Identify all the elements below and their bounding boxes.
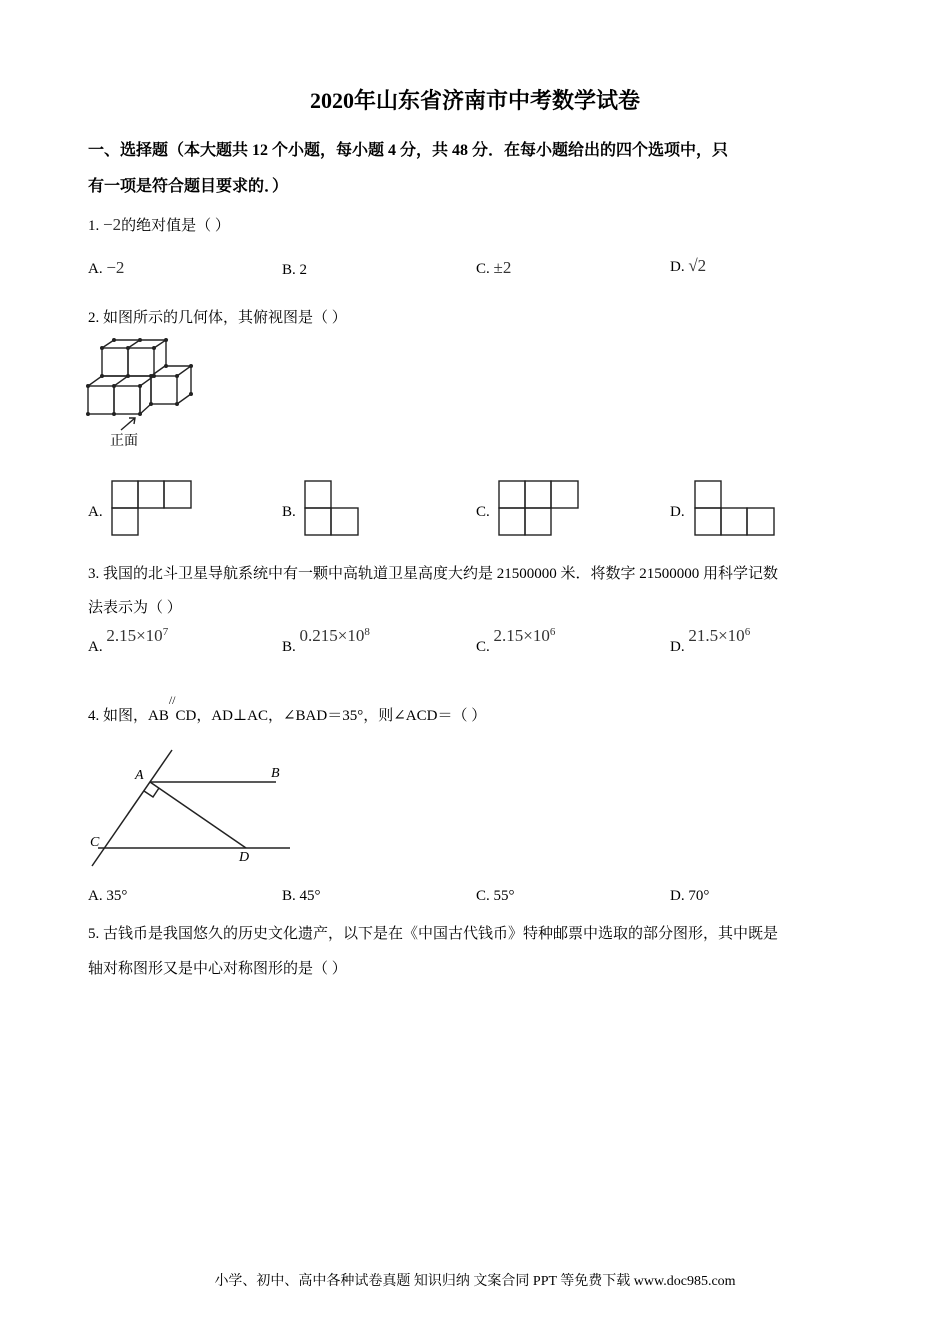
q2-solid-figure: [85, 338, 195, 450]
q3-option-b: B. $0.215\times 10^8$: [282, 626, 370, 655]
section-heading-line1: 一、选择题（本大题共 12 个小题，每小题 4 分，共 48 分．在每小题给出的四个选项中，只: [88, 142, 729, 159]
q1-option-a: A. −2: [88, 258, 125, 277]
parallel-symbol: //: [168, 693, 176, 707]
label-d: D: [239, 850, 250, 865]
q1-option-c: C. ±2: [476, 258, 512, 277]
q4-option-d: D. 70°: [670, 888, 710, 904]
question-3-line2: 法表示为（ ）: [88, 600, 182, 616]
q2-option-a-figure: [111, 480, 193, 536]
q2-option-c: C.: [476, 504, 490, 520]
q1-math: −2: [103, 215, 122, 234]
question-4-stem: 4. 如图，AB//CD，AD⊥AC，∠BAD＝35°，则∠ACD＝（ ）: [88, 693, 487, 724]
label-c: C: [90, 835, 100, 850]
label-b: B: [271, 766, 280, 781]
q2-front-label: 正面: [110, 432, 138, 448]
q2-option-d: D.: [670, 504, 685, 520]
q4-option-c: C. 55°: [476, 888, 515, 904]
q3-option-a: A. $2.15\times 10^7$: [88, 626, 169, 655]
question-5-line2: 轴对称图形又是中心对称图形的是（ ）: [88, 961, 347, 977]
label-a: A: [135, 768, 144, 783]
q4-option-a: A. 35°: [88, 888, 128, 904]
q2-option-d-figure: [694, 480, 776, 536]
q4-geometry-figure: [88, 748, 298, 872]
q1-option-d: D. √2: [670, 256, 707, 275]
question-1-stem: 1. −2的绝对值是（ ）: [88, 215, 230, 234]
question-5-line1: 5. 古钱币是我国悠久的历史文化遗产，以下是在《中国古代钱币》特种邮票中选取的部分图形，其中既是: [88, 926, 779, 942]
q3-option-c: C. $2.15\times 10^6$: [476, 626, 556, 655]
q2-option-b: B.: [282, 504, 296, 520]
q3-option-d: D. $21.5\times 10^6$: [670, 626, 751, 655]
q1-option-b: B. 2: [282, 262, 308, 278]
q4-option-b: B. 45°: [282, 888, 321, 904]
q2-option-b-figure: [304, 480, 360, 536]
page-title: 2020年山东省济南市中考数学试卷: [309, 88, 640, 113]
q2-option-c-figure: [498, 480, 580, 536]
q2-option-a: A.: [88, 504, 103, 520]
section-heading-line2: 有一项是符合题目要求的．）: [88, 178, 289, 195]
question-2-stem: 2. 如图所示的几何体，其俯视图是（ ）: [88, 310, 347, 326]
page-footer: 小学、初中、高中各种试卷真题 知识归纳 文案合同 PPT 等免费下载 www.doc985.com: [214, 1274, 736, 1289]
question-3-line1: 3. 我国的北斗卫星导航系统中有一颗中高轨道卫星高度大约是 21500000 米．将数字 21500000 用科学记数: [88, 566, 779, 582]
